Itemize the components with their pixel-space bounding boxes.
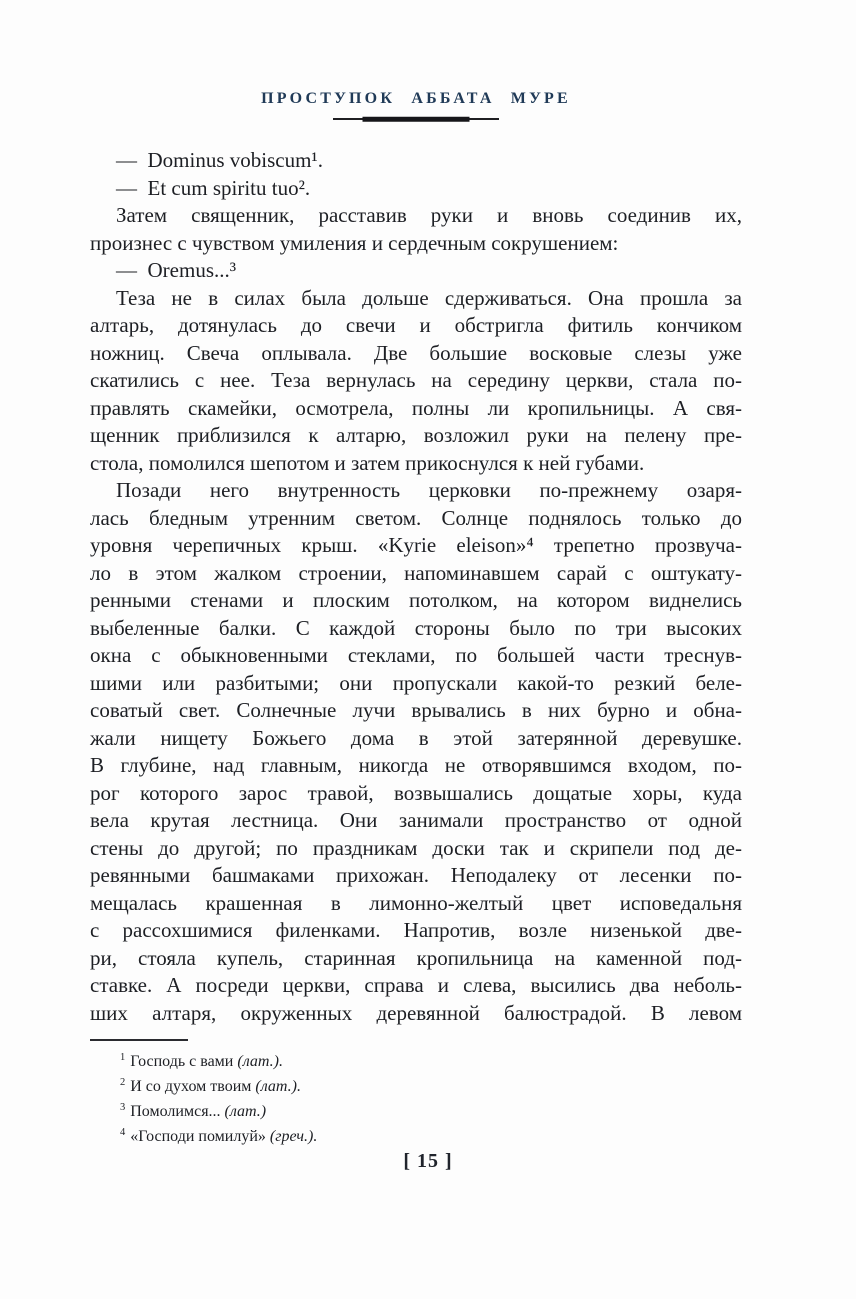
running-title: ПРОСТУПОК АББАТА МУРЕ [261,90,571,107]
text-line: жали нищету Божьего дома в этой затерянной деревушке. [90,725,742,750]
footnote-text: Господь с вами [130,1052,238,1070]
text-line: мещалась крашенная в лимонно-желтый цвет исповедальня [90,890,742,915]
text-line: Позади него внутренность церковки по-прежнему озаря- [116,478,742,502]
title-rule-thick-bar [363,117,470,122]
footnote-number: 2 [120,1076,126,1088]
text-line: правлять скамейки, осмотрела, полны ли кропильницы. А свя- [90,395,742,420]
text-line: стола, помолился шепотом и затем прикоснулся к ней губами. [90,450,645,475]
text-line: окна с обыкновенными стеклами, по большей части треснув- [90,643,742,667]
text-line: произнес с чувством умиления и сердечным сокрушением: [90,230,619,255]
footnote [90,1072,742,1097]
footnote-language-note: (греч.). [269,1127,318,1145]
footnote [90,1122,742,1147]
footnote-number: 3 [120,1101,126,1113]
text-line: уровня черепичных крыш. «Kyrie eleison»⁴ трепетно прозвуча- [90,533,742,557]
title-rule-ornament [333,116,499,122]
text-line: щенник приблизился к алтарю, возложил руки на пелену пре- [90,423,742,447]
footnote-number: 1 [120,1051,126,1063]
text-line: В глубине, над главным, никогда не отворявшимся входом, по- [90,753,742,777]
footnote [90,1097,742,1122]
text-line: ревянными башмаками прихожан. Неподалеку от лесенки по- [90,863,742,887]
text-line: Затем священник, расставив руки и вновь соединив их, [116,203,742,227]
body-text [90,147,742,1027]
text-line: с рассохшимися филенками. Напротив, возле низенькой две- [90,918,742,942]
text-line: — Et cum spiritu tuo². [116,175,311,200]
footnote-number: 4 [120,1126,126,1138]
footnote-text: Помолимся... [130,1102,225,1120]
footnote-separator [90,1039,188,1041]
text-line: соватый свет. Солнечные лучи врывались в них бурно и обна- [90,698,742,722]
text-line: лась бледным утренним светом. Солнце поднялось только до [90,505,742,530]
footnote [90,1047,742,1072]
footnote-language-note: (лат.). [255,1077,301,1095]
footnote-language-note: (лат.). [237,1052,283,1070]
text-line: стены до другой; по праздникам доски так и скрипели под де- [90,835,742,860]
text-line: ри, стояла купель, старинная кропильница на каменной под- [90,945,742,970]
text-line: вела крутая лестница. Они занимали пространство от одной [90,808,742,832]
text-line: ренными стенами и плоским потолком, на котором виднелись [90,588,742,612]
text-line: рог которого зарос травой, возвышались дощатые хоры, куда [90,780,742,805]
footnote-text: «Господи помилуй» [130,1127,270,1145]
footnotes [90,1047,742,1147]
text-line: — Dominus vobiscum¹. [116,148,323,172]
text-line: — Oremus...³ [116,258,237,282]
page-content [90,0,742,1147]
text-line: ло в этом жалком строении, напоминавшем сарай с оштукату- [90,560,742,585]
page-number: [ 15 ] [403,1150,453,1172]
text-line: выбеленные балки. С каждой стороны было по три высоких [90,615,742,640]
text-line: алтарь, дотянулась до свечи и обстригла фитиль кончиком [90,313,742,337]
text-line: шими или разбитыми; они пропускали какой-то резкий беле- [90,670,742,695]
text-line: скатились с нее. Теза вернулась на середину церкви, стала по- [90,368,742,392]
text-line: Теза не в силах была дольше сдерживаться. Она прошла за [116,285,742,310]
footnote-language-note: (лат.) [224,1102,267,1120]
footnote-text: И со духом твоим [130,1077,256,1095]
text-line: ставке. А посреди церкви, справа и слева, высились два неболь- [90,973,742,997]
text-line: ших алтаря, окруженных деревянной балюстрадой. В левом [90,1000,742,1025]
text-line: ножниц. Свеча оплывала. Две большие восковые слезы уже [90,340,742,365]
